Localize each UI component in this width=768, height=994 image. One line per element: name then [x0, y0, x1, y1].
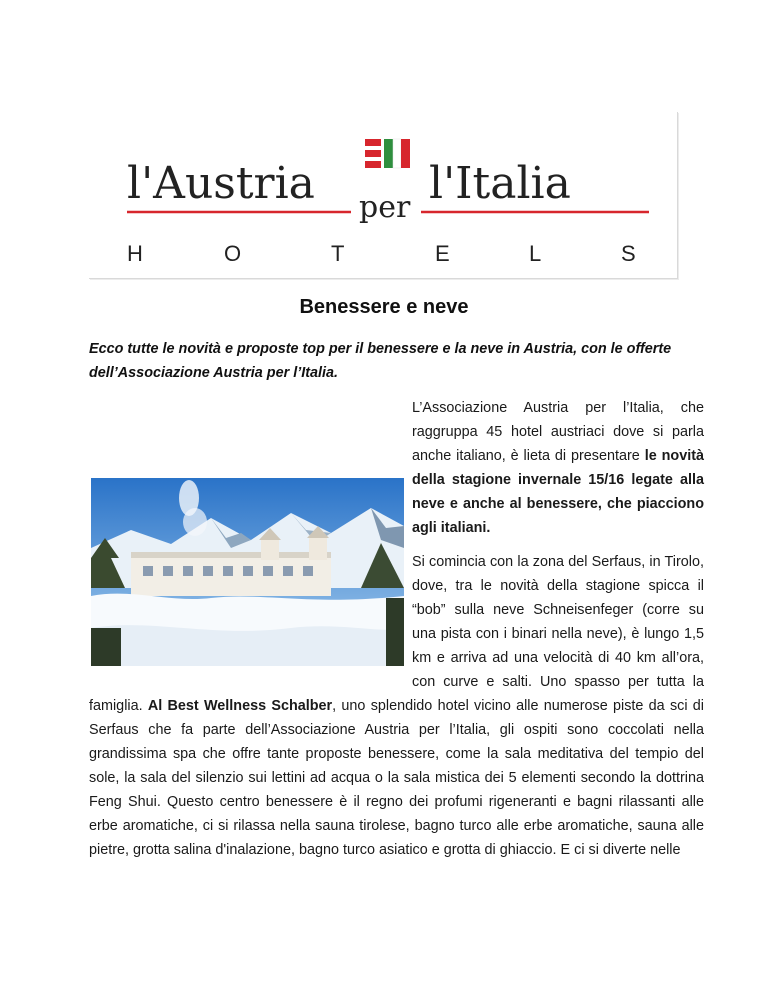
p1-bold: le novità della stagione invernale 15/16 legate alla neve e anche al benessere, che piacciono agli italiani. — [412, 448, 704, 536]
logo-letter: O — [224, 241, 242, 266]
hotel-name: Al Best Wellness Schalber — [147, 698, 333, 714]
logo-graphic — [89, 112, 677, 278]
logo-word-per: per — [359, 190, 411, 225]
hotel-photo — [91, 478, 404, 666]
flag-icon — [365, 139, 410, 168]
logo-letter: T — [331, 241, 345, 266]
p2-text-a: Si comincia con la zona del Serfaus, in Tirolo, dove, tra le novità della stagione spicca il “bob” sulla neve Schneisenfeger (corre su una pista con i binari nella neve), è lungo 1,5 km e arriva ad una velocità di 40 km all’ora, con curve e salti. Uno spasso per tutta la famiglia. — [89, 554, 704, 714]
logo-hotels — [127, 241, 636, 266]
logo-letter: H — [127, 241, 143, 266]
logo-letter: E — [435, 241, 450, 266]
article-body — [89, 396, 704, 872]
logo-word-italia: l'Italia — [429, 158, 571, 209]
p2-text-c: , uno splendido hotel vicino alle numerose piste da sci di Serfaus che fa parte dell’Associazione Austria per l’Italia, gli ospiti sono coccolati nella grandissima spa che offre tante proposte benessere, come la sala meditativa del tempio del sole, la sala del silenzio sui lettini ad acqua o la sala mistica dei 5 elementi secondo la dottrina Feng Shui. Questo centro benessere è il regno dei profumi rigeneranti e bagni rilassanti alle erbe aromatiche, ci si rilassa nella sauna tirolese, bagno turco alle erbe aromatiche, sauna alle pietre, grotta salina d'inalazione, bagno turco asiatico e grotta di ghiaccio. E ci si diverte nelle — [89, 698, 704, 858]
logo-letter: S — [621, 241, 636, 266]
p1-text: L’Associazione Austria per l’Italia, che raggruppa 45 hotel austriaci dove si parla anche italiano, è lieta di presentare — [412, 400, 704, 464]
article-title: Benessere e neve — [299, 296, 469, 318]
logo-letter: L — [529, 241, 542, 266]
image-float — [89, 396, 412, 686]
article-intro: Ecco tutte le novità e proposte top per il benessere e la neve in Austria, con le offerte dell’Associazione Austria per l’Italia. — [89, 341, 672, 381]
logo-banner — [89, 112, 678, 279]
logo-word-austria: l'Austria — [127, 158, 315, 209]
